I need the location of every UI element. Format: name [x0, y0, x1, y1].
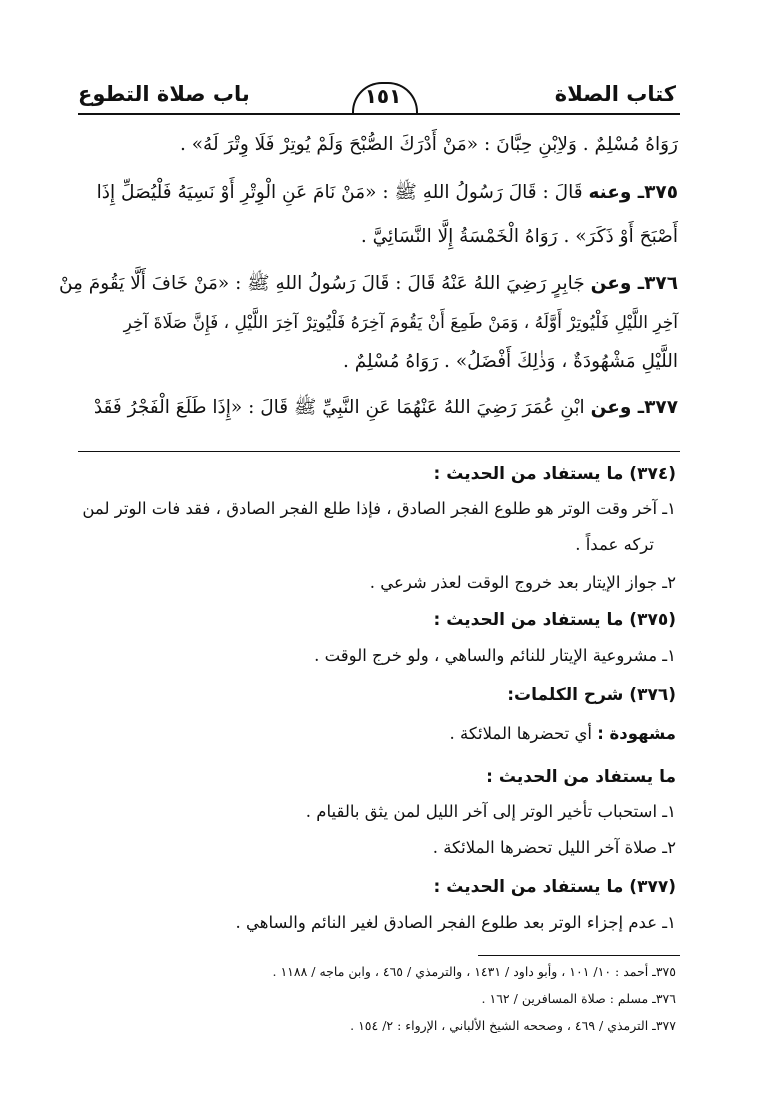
section-375-title: (٣٧٥) ما يستفاد من الحديث :: [433, 610, 676, 630]
footnote-377: ٣٧٧ـ الترمذي / ٤٦٩ ، وصححه الشيخ الألباني ، الإرواء : ٢/ ١٥٤ .: [350, 1018, 676, 1033]
section-376-title: (٣٧٦) شرح الكلمات:: [507, 685, 676, 705]
s377-point-1: ١ـ عدم إجزاء الوتر بعد طلوع الفجر الصادق لغير النائم والساهي .: [235, 913, 676, 932]
hadith-text: جَابِرٍ رَضِيَ اللهُ عَنْهُ قَالَ : قَالَ رَسُولُ اللهِ ﷺ : «مَنْ خَافَ أَلَّا يَقُومَ مِنْ: [58, 273, 585, 294]
glossary-definition: أي تحضرها الملائكة .: [449, 724, 592, 743]
book-title: كتاب الصلاة: [554, 82, 676, 106]
hadith-375-line2: أَصْبَحَ أَوْ ذَكَرَ» . رَوَاهُ الْخَمْسَةُ إِلَّا النَّسَائِيَّ .: [360, 226, 678, 247]
footnote-376: ٣٧٦ـ مسلم : صلاة المسافرين / ١٦٢ .: [481, 991, 676, 1006]
hadith-line: رَوَاهُ مُسْلِمٌ . وَلاِبْنِ حِبَّانَ : «مَنْ أَدْرَكَ الصُّبْحَ وَلَمْ يُوتِرْ فَلَا وِتْرَ لَهُ» .: [179, 134, 678, 155]
hadith-number: ٣٧٥ـ وعنه: [588, 182, 678, 203]
chapter-title: باب صلاة التطوع: [78, 82, 250, 106]
s376-word-entry: [450, 724, 676, 743]
hadith-text: قَالَ : قَالَ رَسُولُ اللهِ ﷺ : «مَنْ نَامَ عَنِ الْوِتْرِ أَوْ نَسِيَهُ فَلْيُصَلِّ إِذَا: [96, 182, 583, 203]
hadith-377-line1: [78, 397, 678, 419]
hadith-376-line3: اللَّيْلِ مَشْهُودَةٌ ، وَذٰلِكَ أَفْضَلُ» . رَوَاهُ مُسْلِمٌ .: [342, 351, 678, 372]
s374-point-1: ١ـ آخر وقت الوتر هو طلوع الفجر الصادق ، فإذا طلع الفجر الصادق ، فقد فات الوتر لمن: [82, 499, 676, 518]
section-377-title: (٣٧٧) ما يستفاد من الحديث :: [433, 877, 676, 897]
hadith-375-line1: [78, 182, 678, 204]
s374-point-2: ٢ـ جواز الإيتار بعد خروج الوقت لعذر شرعي .: [369, 573, 676, 592]
section-376-benefits-title: ما يستفاد من الحديث :: [486, 767, 676, 787]
header-rule: [78, 113, 680, 115]
section-divider: [78, 451, 680, 452]
s376-point-1: ١ـ استحباب تأخير الوتر إلى آخر الليل لمن يثق بالقيام .: [305, 802, 676, 821]
hadith-number: ٣٧٦ـ وعن: [590, 273, 678, 294]
s374-point-1-cont: تركه عمداً .: [575, 535, 654, 554]
hadith-376-line1: [58, 273, 678, 295]
footnote-rule: [478, 955, 680, 956]
s375-point-1: ١ـ مشروعية الإيتار للنائم والساهي ، ولو خرج الوقت .: [314, 646, 676, 665]
hadith-376-line2: آخِرِ اللَّيْلِ فَلْيُوتِرْ أَوَّلَهُ ، وَمَنْ طَمِعَ أَنْ يَقُومَ آخِرَهُ فَلْيُوتِرْ آخِرَ اللَّيْلِ ، فَإِنَّ صَلَاةَ آخِرِ: [123, 313, 678, 333]
hadith-text: ابْنِ عُمَرَ رَضِيَ اللهُ عَنْهُمَا عَنِ النَّبِيِّ ﷺ قَالَ : «إِذَا طَلَعَ الْفَجْرُ فَقَدْ: [93, 397, 585, 418]
footnote-375: ٣٧٥ـ أحمد : ١٠/ ١٠١ ، وأبو داود / ١٤٣١ ، والترمذي / ٤٦٥ ، وابن ماجه / ١١٨٨ .: [272, 964, 676, 979]
section-374-title: (٣٧٤) ما يستفاد من الحديث :: [433, 464, 676, 484]
page-number: ١٥١: [364, 84, 402, 108]
hadith-number: ٣٧٧ـ وعن: [590, 397, 678, 418]
s376-point-2: ٢ـ صلاة آخر الليل تحضرها الملائكة .: [432, 838, 676, 857]
glossary-word: مشهودة :: [597, 724, 676, 743]
